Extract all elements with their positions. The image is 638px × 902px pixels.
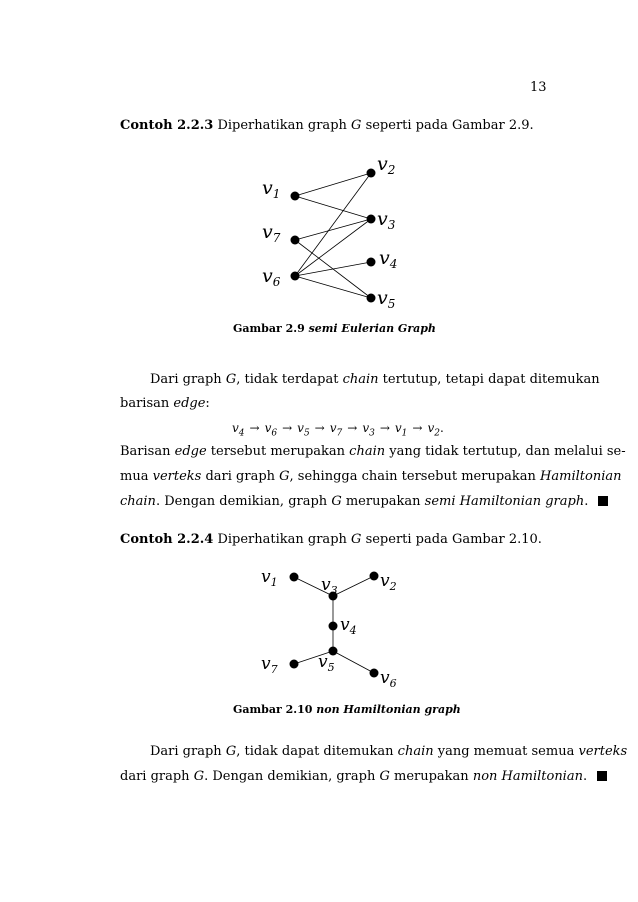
- vertex-label-v3: $v_3$: [321, 575, 338, 597]
- sequence-arrow: →: [314, 421, 325, 435]
- sequence-end: .: [439, 421, 444, 435]
- example-heading-1: Contoh 2.2.3 Diperhatikan graph G seperti pada Gambar 2.9.: [120, 118, 534, 133]
- sequence-arrow: →: [412, 421, 423, 435]
- paragraph-3-line-2: dari graph G. Dengan demikian, graph G merupakan non Hamiltonian.: [120, 769, 607, 785]
- sequence-arrow: →: [347, 421, 358, 435]
- graph-vertex-v1: [291, 192, 300, 201]
- graph-vertex-v7: [291, 236, 300, 245]
- sequence-arrow: →: [249, 421, 260, 435]
- figure-caption-1: Gambar 2.9 semi Eulerian Graph: [233, 322, 436, 335]
- graph-vertex-v1: [290, 573, 299, 582]
- graph-vertex-v5: [329, 647, 338, 656]
- graph-edge-v1-v2: [295, 173, 371, 196]
- vertex-label-v6: $v_6$: [262, 265, 281, 289]
- figure-1-labels: [262, 153, 397, 311]
- figure-1-vertices: [291, 169, 376, 303]
- graph-vertex-v2: [367, 169, 376, 178]
- example-label: Contoh 2.2.3: [120, 118, 214, 133]
- graph-edge-v7-v3: [295, 219, 371, 240]
- figure-caption-2: Gambar 2.10 non Hamiltonian graph: [233, 703, 461, 716]
- qed-square-icon: [597, 771, 607, 781]
- graph-edge-v6-v4: [295, 262, 371, 276]
- paragraph-2-line-1: Barisan edge tersebut merupakan chain yang tidak tertutup, dan melalui se-: [120, 444, 626, 459]
- sequence-arrow: →: [379, 421, 390, 435]
- vertex-label-v5: $v_5$: [318, 652, 335, 674]
- paragraph-1-line-1: Dari graph G, tidak terdapat chain tertutup, tetapi dapat ditemukan: [150, 372, 600, 387]
- paragraph-2-line-3: chain. Dengan demikian, graph G merupakan semi Hamiltonian graph.: [120, 494, 608, 510]
- vertex-label-v3: $v_3$: [377, 208, 396, 232]
- graph-vertex-v2: [370, 572, 379, 581]
- sequence-vertex: $v_4$: [232, 421, 245, 439]
- paragraph-3-line-1: Dari graph G, tidak dapat ditemukan chain yang memuat semua verteks: [150, 744, 628, 759]
- graph-vertex-v4: [329, 622, 338, 631]
- figure-1-edges: [295, 173, 371, 298]
- vertex-label-v1: $v_1$: [262, 177, 281, 201]
- sequence-vertex: $v_2$: [427, 421, 440, 439]
- vertex-sequence: [232, 420, 444, 441]
- example-label: Contoh 2.2.4: [120, 532, 214, 547]
- graph-edge-v1-v3: [295, 196, 371, 219]
- page-number: 13: [530, 80, 547, 95]
- sequence-vertex: $v_6$: [264, 421, 278, 439]
- paragraph-1-line-2: barisan edge:: [120, 396, 210, 411]
- vertex-label-v4: $v_4$: [340, 615, 357, 637]
- sequence-arrow: →: [282, 421, 293, 435]
- graph-vertex-v4: [367, 258, 376, 267]
- vertex-label-v7: $v_7$: [262, 221, 281, 245]
- sequence-vertex: $v_3$: [362, 421, 375, 439]
- sequence-vertex: $v_7$: [329, 421, 343, 439]
- sequence-vertex: $v_5$: [297, 421, 310, 439]
- vertex-label-v4: $v_4$: [379, 247, 398, 271]
- graph-vertex-v5: [367, 294, 376, 303]
- vertex-label-v1: $v_1$: [261, 567, 278, 589]
- vertex-label-v7: $v_7$: [261, 654, 278, 676]
- graph-vertex-v3: [367, 215, 376, 224]
- paragraph-2-line-2: mua verteks dari graph G, sehingga chain tersebut merupakan Hamiltonian: [120, 469, 622, 484]
- graph-vertex-v6: [370, 669, 379, 678]
- graph-edge-v6-v5: [295, 276, 371, 298]
- graph-vertex-v6: [291, 272, 300, 281]
- graph-vertex-v7: [290, 660, 299, 669]
- graph-edge-v6-v2: [295, 173, 371, 276]
- vertex-label-v6: $v_6$: [380, 668, 397, 690]
- example-heading-2: Contoh 2.2.4 Diperhatikan graph G seperti pada Gambar 2.10.: [120, 532, 542, 547]
- vertex-label-v5: $v_5$: [377, 287, 396, 311]
- vertex-label-v2: $v_2$: [377, 153, 396, 177]
- vertex-label-v2: $v_2$: [380, 571, 397, 593]
- graph-edge-v2-v3: [333, 576, 374, 596]
- graph-edge-v6-v3: [295, 219, 371, 276]
- qed-square-icon: [598, 496, 608, 506]
- graph-edge-v5-v6: [333, 651, 374, 673]
- sequence-vertex: $v_1$: [394, 421, 408, 439]
